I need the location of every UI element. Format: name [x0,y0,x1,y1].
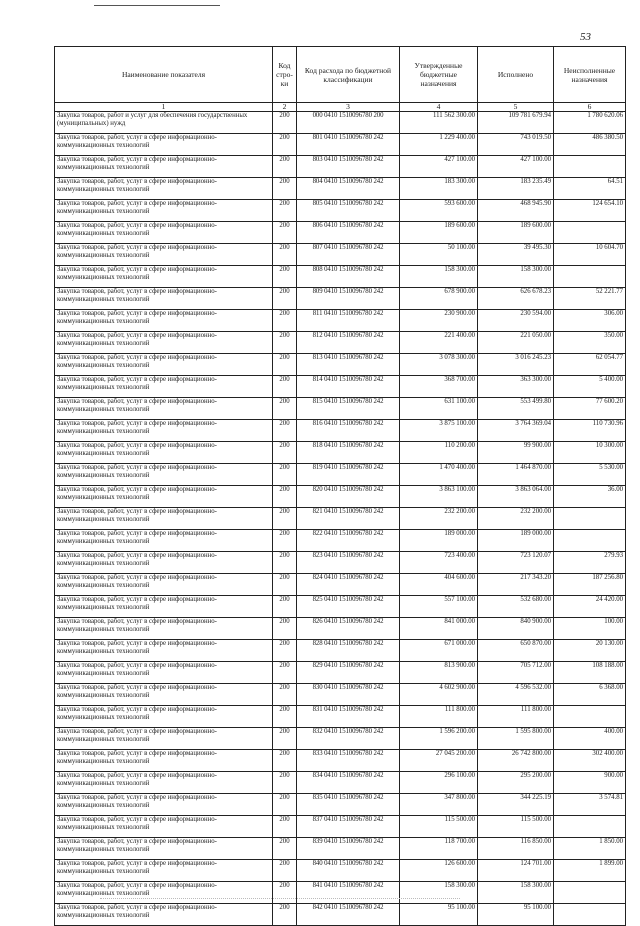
table-row [55,728,626,750]
row-name-cell: Закупка товаров, работ и услуг для обеспечения государственных (муниципальных) нужд [55,112,273,134]
row-expense-code-cell: 833 0410 1510096780 242 [297,750,400,772]
row-name-cell: Закупка товаров, работ, услуг в сфере информационно-коммуникационных технологий [55,794,273,816]
row-line-code-cell: 200 [273,750,297,772]
row-executed-cell: 232 200.00 [478,508,554,530]
row-line-code-cell: 200 [273,464,297,486]
row-expense-code-cell: 000 0410 1510096780 200 [297,112,400,134]
column-number: 4 [400,103,478,112]
row-name-cell: Закупка товаров, работ, услуг в сфере информационно-коммуникационных технологий [55,244,273,266]
row-unexecuted-cell [554,508,626,530]
table-row [55,552,626,574]
table-row [55,860,626,882]
table-body [55,112,626,926]
row-unexecuted-cell [554,266,626,288]
table-header-row [55,47,626,103]
row-executed-cell: 840 900.00 [478,618,554,640]
row-approved-cell: 404 600.00 [400,574,478,596]
row-unexecuted-cell: 1 850.00 [554,838,626,860]
table-row [55,178,626,200]
table-row [55,200,626,222]
row-line-code-cell: 200 [273,772,297,794]
row-executed-cell: 1 595 800.00 [478,728,554,750]
row-line-code-cell: 200 [273,420,297,442]
row-name-cell: Закупка товаров, работ, услуг в сфере информационно-коммуникационных технологий [55,354,273,376]
row-executed-cell: 553 499.80 [478,398,554,420]
row-expense-code-cell: 840 0410 1510096780 242 [297,860,400,882]
row-executed-cell: 124 701.00 [478,860,554,882]
row-expense-code-cell: 808 0410 1510096780 242 [297,266,400,288]
row-expense-code-cell: 826 0410 1510096780 242 [297,618,400,640]
column-number: 6 [554,103,626,112]
table-row [55,750,626,772]
header-line-code: Код стро-ки [273,47,297,103]
row-name-cell: Закупка товаров, работ, услуг в сфере информационно-коммуникационных технологий [55,134,273,156]
bottom-scan-artifact [100,898,460,899]
row-expense-code-cell: 803 0410 1510096780 242 [297,156,400,178]
row-approved-cell: 4 602 900.00 [400,684,478,706]
row-executed-cell: 26 742 800.00 [478,750,554,772]
row-name-cell: Закупка товаров, работ, услуг в сфере информационно-коммуникационных технологий [55,156,273,178]
row-expense-code-cell: 825 0410 1510096780 242 [297,596,400,618]
row-executed-cell: 95 100.00 [478,904,554,926]
table-row [55,772,626,794]
row-name-cell: Закупка товаров, работ, услуг в сфере информационно-коммуникационных технологий [55,464,273,486]
page-number: 53 [580,31,591,43]
table-row [55,684,626,706]
row-executed-cell: 189 000.00 [478,530,554,552]
row-expense-code-cell: 832 0410 1510096780 242 [297,728,400,750]
row-line-code-cell: 200 [273,398,297,420]
row-name-cell: Закупка товаров, работ, услуг в сфере информационно-коммуникационных технологий [55,706,273,728]
row-approved-cell: 50 100.00 [400,244,478,266]
row-approved-cell: 841 000.00 [400,618,478,640]
row-executed-cell: 427 100.00 [478,156,554,178]
row-approved-cell: 593 600.00 [400,200,478,222]
row-unexecuted-cell: 124 654.10 [554,200,626,222]
table-row [55,376,626,398]
row-expense-code-cell: 820 0410 1510096780 242 [297,486,400,508]
row-unexecuted-cell: 10 300.00 [554,442,626,464]
row-approved-cell: 671 000.00 [400,640,478,662]
row-approved-cell: 183 300.00 [400,178,478,200]
row-approved-cell: 111 800.00 [400,706,478,728]
row-unexecuted-cell [554,222,626,244]
table-row [55,442,626,464]
row-expense-code-cell: 834 0410 1510096780 242 [297,772,400,794]
row-unexecuted-cell [554,530,626,552]
row-expense-code-cell: 806 0410 1510096780 242 [297,222,400,244]
row-approved-cell: 1 596 200.00 [400,728,478,750]
row-line-code-cell: 200 [273,596,297,618]
table-row [55,134,626,156]
row-unexecuted-cell [554,904,626,926]
row-unexecuted-cell: 10 604.70 [554,244,626,266]
row-line-code-cell: 200 [273,552,297,574]
row-unexecuted-cell: 100.00 [554,618,626,640]
header-executed: Исполнено [478,47,554,103]
top-scan-rule [94,5,220,6]
table-row [55,398,626,420]
row-approved-cell: 296 100.00 [400,772,478,794]
row-line-code-cell: 200 [273,640,297,662]
row-unexecuted-cell: 5 530.00 [554,464,626,486]
row-name-cell: Закупка товаров, работ, услуг в сфере информационно-коммуникационных технологий [55,310,273,332]
row-line-code-cell: 200 [273,134,297,156]
row-expense-code-cell: 839 0410 1510096780 242 [297,838,400,860]
row-executed-cell: 221 050.00 [478,332,554,354]
row-approved-cell: 347 800.00 [400,794,478,816]
row-line-code-cell: 200 [273,860,297,882]
row-expense-code-cell: 829 0410 1510096780 242 [297,662,400,684]
row-executed-cell: 39 495.30 [478,244,554,266]
row-executed-cell: 344 225.19 [478,794,554,816]
table-row [55,310,626,332]
row-name-cell: Закупка товаров, работ, услуг в сфере информационно-коммуникационных технологий [55,420,273,442]
row-approved-cell: 3 875 100.00 [400,420,478,442]
row-unexecuted-cell: 36.00 [554,486,626,508]
row-name-cell: Закупка товаров, работ, услуг в сфере информационно-коммуникационных технологий [55,486,273,508]
header-expense-code: Код расхода по бюджетной классификации [297,47,400,103]
row-expense-code-cell: 811 0410 1510096780 242 [297,310,400,332]
row-name-cell: Закупка товаров, работ, услуг в сфере информационно-коммуникационных технологий [55,618,273,640]
row-line-code-cell: 200 [273,288,297,310]
column-number: 5 [478,103,554,112]
row-approved-cell: 27 045 200.00 [400,750,478,772]
row-name-cell: Закупка товаров, работ, услуг в сфере информационно-коммуникационных технологий [55,178,273,200]
row-expense-code-cell: 814 0410 1510096780 242 [297,376,400,398]
row-expense-code-cell: 841 0410 1510096780 242 [297,882,400,904]
row-name-cell: Закупка товаров, работ, услуг в сфере информационно-коммуникационных технологий [55,816,273,838]
row-name-cell: Закупка товаров, работ, услуг в сфере информационно-коммуникационных технологий [55,574,273,596]
row-unexecuted-cell: 110 730.96 [554,420,626,442]
row-line-code-cell: 200 [273,112,297,134]
table-row [55,288,626,310]
row-executed-cell: 217 343.20 [478,574,554,596]
row-approved-cell: 557 100.00 [400,596,478,618]
row-name-cell: Закупка товаров, работ, услуг в сфере информационно-коммуникационных технологий [55,332,273,354]
row-name-cell: Закупка товаров, работ, услуг в сфере информационно-коммуникационных технологий [55,860,273,882]
row-unexecuted-cell: 1 780 620.06 [554,112,626,134]
row-approved-cell: 813 900.00 [400,662,478,684]
row-expense-code-cell: 815 0410 1510096780 242 [297,398,400,420]
row-line-code-cell: 200 [273,574,297,596]
row-unexecuted-cell [554,156,626,178]
row-expense-code-cell: 837 0410 1510096780 242 [297,816,400,838]
row-line-code-cell: 200 [273,266,297,288]
row-unexecuted-cell [554,816,626,838]
row-expense-code-cell: 801 0410 1510096780 242 [297,134,400,156]
table-row [55,596,626,618]
row-name-cell: Закупка товаров, работ, услуг в сфере информационно-коммуникационных технологий [55,530,273,552]
row-line-code-cell: 200 [273,706,297,728]
row-expense-code-cell: 822 0410 1510096780 242 [297,530,400,552]
row-expense-code-cell: 813 0410 1510096780 242 [297,354,400,376]
row-line-code-cell: 200 [273,222,297,244]
row-approved-cell: 158 300.00 [400,266,478,288]
table-row [55,464,626,486]
row-unexecuted-cell: 900.00 [554,772,626,794]
table-row [55,640,626,662]
row-name-cell: Закупка товаров, работ, услуг в сфере информационно-коммуникационных технологий [55,266,273,288]
table-row [55,332,626,354]
row-approved-cell: 1 229 400.00 [400,134,478,156]
row-unexecuted-cell: 187 256.80 [554,574,626,596]
row-line-code-cell: 200 [273,310,297,332]
row-executed-cell: 230 594.00 [478,310,554,332]
row-executed-cell: 183 235.49 [478,178,554,200]
table-row [55,816,626,838]
row-approved-cell: 189 600.00 [400,222,478,244]
row-line-code-cell: 200 [273,178,297,200]
row-approved-cell: 230 900.00 [400,310,478,332]
row-line-code-cell: 200 [273,794,297,816]
table-row [55,838,626,860]
row-approved-cell: 126 600.00 [400,860,478,882]
table-row [55,618,626,640]
table-row [55,794,626,816]
table-row [55,904,626,926]
row-unexecuted-cell [554,706,626,728]
row-expense-code-cell: 809 0410 1510096780 242 [297,288,400,310]
row-line-code-cell: 200 [273,200,297,222]
row-line-code-cell: 200 [273,838,297,860]
row-executed-cell: 115 500.00 [478,816,554,838]
row-approved-cell: 189 000.00 [400,530,478,552]
row-approved-cell: 427 100.00 [400,156,478,178]
row-unexecuted-cell: 486 380.50 [554,134,626,156]
column-number: 1 [55,103,273,112]
row-executed-cell: 99 900.00 [478,442,554,464]
row-line-code-cell: 200 [273,530,297,552]
row-line-code-cell: 200 [273,156,297,178]
row-name-cell: Закупка товаров, работ, услуг в сфере информационно-коммуникационных технологий [55,728,273,750]
row-approved-cell: 158 300.00 [400,882,478,904]
row-executed-cell: 158 300.00 [478,882,554,904]
row-unexecuted-cell: 108 188.00 [554,662,626,684]
row-name-cell: Закупка товаров, работ, услуг в сфере информационно-коммуникационных технологий [55,882,273,904]
row-expense-code-cell: 842 0410 1510096780 242 [297,904,400,926]
row-approved-cell: 110 200.00 [400,442,478,464]
table-row [55,486,626,508]
row-executed-cell: 116 850.00 [478,838,554,860]
row-executed-cell: 189 600.00 [478,222,554,244]
row-name-cell: Закупка товаров, работ, услуг в сфере информационно-коммуникационных технологий [55,750,273,772]
row-unexecuted-cell: 306.00 [554,310,626,332]
row-unexecuted-cell [554,882,626,904]
row-executed-cell: 4 596 532.00 [478,684,554,706]
row-line-code-cell: 200 [273,486,297,508]
row-line-code-cell: 200 [273,442,297,464]
row-executed-cell: 3 764 369.04 [478,420,554,442]
row-expense-code-cell: 823 0410 1510096780 242 [297,552,400,574]
row-executed-cell: 723 120.07 [478,552,554,574]
row-executed-cell: 650 870.00 [478,640,554,662]
row-approved-cell: 115 500.00 [400,816,478,838]
table-row [55,574,626,596]
header-approved: Утвержденные бюджетные назначения [400,47,478,103]
row-executed-cell: 626 678.23 [478,288,554,310]
table-row [55,354,626,376]
table-row [55,244,626,266]
row-name-cell: Закупка товаров, работ, услуг в сфере информационно-коммуникационных технологий [55,662,273,684]
row-approved-cell: 631 100.00 [400,398,478,420]
row-expense-code-cell: 821 0410 1510096780 242 [297,508,400,530]
row-approved-cell: 678 900.00 [400,288,478,310]
row-name-cell: Закупка товаров, работ, услуг в сфере информационно-коммуникационных технологий [55,288,273,310]
row-line-code-cell: 200 [273,332,297,354]
row-line-code-cell: 200 [273,376,297,398]
row-approved-cell: 368 700.00 [400,376,478,398]
row-executed-cell: 468 945.90 [478,200,554,222]
row-expense-code-cell: 828 0410 1510096780 242 [297,640,400,662]
row-line-code-cell: 200 [273,882,297,904]
row-name-cell: Закупка товаров, работ, услуг в сфере информационно-коммуникационных технологий [55,640,273,662]
row-name-cell: Закупка товаров, работ, услуг в сфере информационно-коммуникационных технологий [55,398,273,420]
row-name-cell: Закупка товаров, работ, услуг в сфере информационно-коммуникационных технологий [55,772,273,794]
table-row [55,508,626,530]
table-row [55,662,626,684]
row-executed-cell: 158 300.00 [478,266,554,288]
row-approved-cell: 221 400.00 [400,332,478,354]
row-name-cell: Закупка товаров, работ, услуг в сфере информационно-коммуникационных технологий [55,508,273,530]
table-row [55,420,626,442]
table-row [55,530,626,552]
row-line-code-cell: 200 [273,244,297,266]
row-executed-cell: 109 781 679.94 [478,112,554,134]
row-executed-cell: 743 019.50 [478,134,554,156]
row-expense-code-cell: 824 0410 1510096780 242 [297,574,400,596]
row-approved-cell: 95 100.00 [400,904,478,926]
row-expense-code-cell: 805 0410 1510096780 242 [297,200,400,222]
row-executed-cell: 363 300.00 [478,376,554,398]
row-name-cell: Закупка товаров, работ, услуг в сфере информационно-коммуникационных технологий [55,222,273,244]
row-executed-cell: 3 863 064.00 [478,486,554,508]
table-row [55,222,626,244]
row-name-cell: Закупка товаров, работ, услуг в сфере информационно-коммуникационных технологий [55,376,273,398]
row-executed-cell: 1 464 870.00 [478,464,554,486]
row-unexecuted-cell: 64.51 [554,178,626,200]
row-line-code-cell: 200 [273,816,297,838]
row-approved-cell: 3 078 300.00 [400,354,478,376]
table-row [55,266,626,288]
row-unexecuted-cell: 77 600.20 [554,398,626,420]
row-name-cell: Закупка товаров, работ, услуг в сфере информационно-коммуникационных технологий [55,442,273,464]
row-line-code-cell: 200 [273,728,297,750]
row-expense-code-cell: 807 0410 1510096780 242 [297,244,400,266]
header-name: Наименование показателя [55,47,273,103]
row-unexecuted-cell: 279.93 [554,552,626,574]
row-approved-cell: 3 863 100.00 [400,486,478,508]
table-row [55,112,626,134]
row-line-code-cell: 200 [273,354,297,376]
row-unexecuted-cell: 400.00 [554,728,626,750]
header-unexecuted: Неисполненные назначения [554,47,626,103]
row-name-cell: Закупка товаров, работ, услуг в сфере информационно-коммуникационных технологий [55,552,273,574]
table-row [55,706,626,728]
row-expense-code-cell: 835 0410 1510096780 242 [297,794,400,816]
row-line-code-cell: 200 [273,618,297,640]
row-line-code-cell: 200 [273,904,297,926]
row-unexecuted-cell: 5 400.00 [554,376,626,398]
row-executed-cell: 111 800.00 [478,706,554,728]
row-name-cell: Закупка товаров, работ, услуг в сфере информационно-коммуникационных технологий [55,684,273,706]
row-name-cell: Закупка товаров, работ, услуг в сфере информационно-коммуникационных технологий [55,838,273,860]
row-expense-code-cell: 818 0410 1510096780 242 [297,442,400,464]
table-row [55,156,626,178]
row-line-code-cell: 200 [273,684,297,706]
row-unexecuted-cell: 52 221.77 [554,288,626,310]
row-executed-cell: 705 712.00 [478,662,554,684]
row-name-cell: Закупка товаров, работ, услуг в сфере информационно-коммуникационных технологий [55,904,273,926]
row-unexecuted-cell: 3 574.81 [554,794,626,816]
row-approved-cell: 723 400.00 [400,552,478,574]
row-expense-code-cell: 816 0410 1510096780 242 [297,420,400,442]
row-name-cell: Закупка товаров, работ, услуг в сфере информационно-коммуникационных технологий [55,596,273,618]
row-line-code-cell: 200 [273,508,297,530]
row-unexecuted-cell: 6 368.00 [554,684,626,706]
row-executed-cell: 3 016 245.23 [478,354,554,376]
row-expense-code-cell: 819 0410 1510096780 242 [297,464,400,486]
row-unexecuted-cell: 302 400.00 [554,750,626,772]
budget-execution-table [54,46,626,926]
row-unexecuted-cell: 20 130.00 [554,640,626,662]
row-expense-code-cell: 812 0410 1510096780 242 [297,332,400,354]
row-name-cell: Закупка товаров, работ, услуг в сфере информационно-коммуникационных технологий [55,200,273,222]
row-approved-cell: 1 470 400.00 [400,464,478,486]
row-approved-cell: 111 562 300.00 [400,112,478,134]
row-expense-code-cell: 804 0410 1510096780 242 [297,178,400,200]
row-unexecuted-cell: 350.00 [554,332,626,354]
column-number: 2 [273,103,297,112]
row-line-code-cell: 200 [273,662,297,684]
row-executed-cell: 295 200.00 [478,772,554,794]
column-number-row [55,103,626,112]
row-unexecuted-cell: 1 899.00 [554,860,626,882]
row-unexecuted-cell: 62 054.77 [554,354,626,376]
row-unexecuted-cell: 24 420.00 [554,596,626,618]
table-row [55,882,626,904]
row-approved-cell: 118 700.00 [400,838,478,860]
row-approved-cell: 232 200.00 [400,508,478,530]
row-expense-code-cell: 831 0410 1510096780 242 [297,706,400,728]
row-executed-cell: 532 680.00 [478,596,554,618]
column-number: 3 [297,103,400,112]
row-expense-code-cell: 830 0410 1510096780 242 [297,684,400,706]
